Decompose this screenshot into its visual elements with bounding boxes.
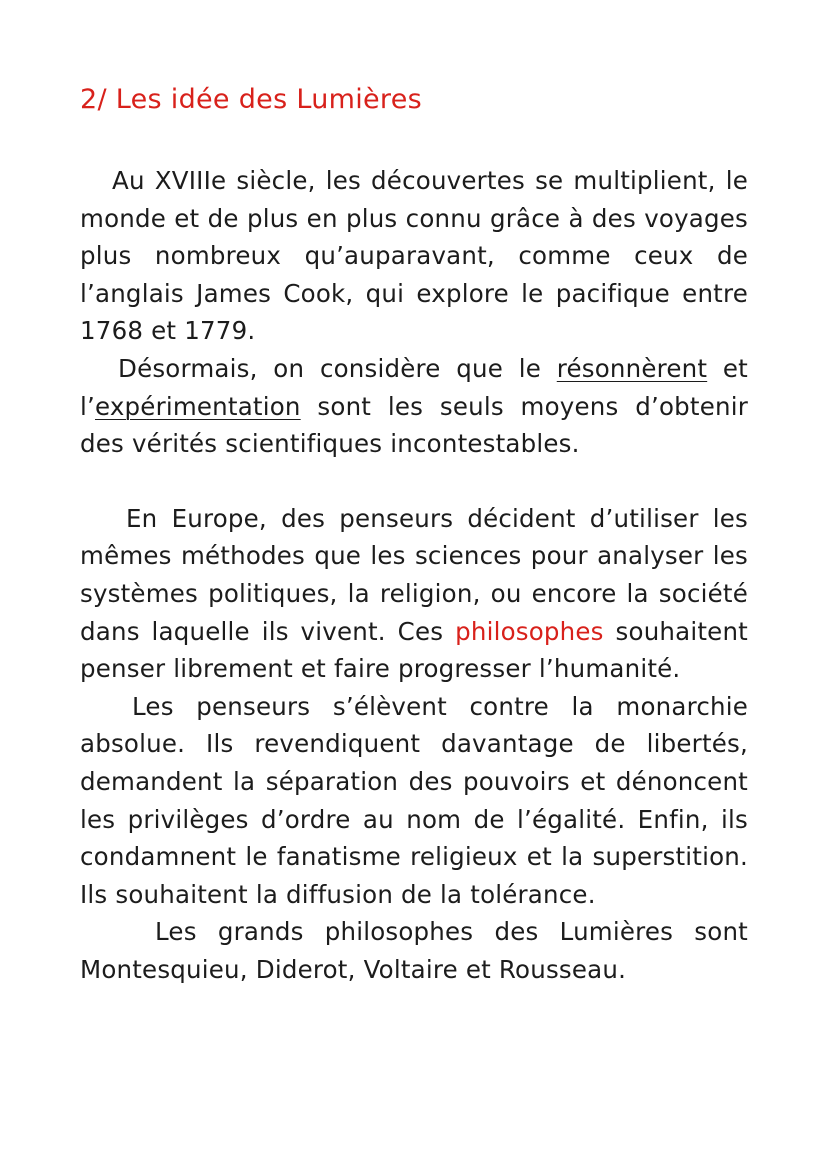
highlight-philosophes: philosophes (455, 616, 604, 646)
paragraph-philosophers-text-1: En Europe, des penseurs décident d’utiliser les mêmes méthodes que les sciences pour analyser les systèmes politiques, la religion, ou encore la société dans laquelle ils vivent. Ces (80, 503, 748, 646)
paragraph-scientific-method-text-2: et l’ (80, 353, 748, 421)
paragraph-great-philosophers: Les grands philosophes des Lumières sont Montesquieu, Diderot, Voltaire et Rousseau. (80, 917, 748, 984)
term-experimentation: expérimentation (95, 391, 301, 421)
paragraph-critiques: Les penseurs s’élèvent contre la monarchie absolue. Ils revendiquent davantage de libertés, demandent la séparation des pouvoirs et dénoncent les privilèges d’ordre au nom de l’égalité. Enfin, ils condamnent le fanatisme religieux et la superstition. Ils souhaitent la diffusion de la tolérance. (80, 691, 748, 909)
term-reasoning: résonnèrent (556, 353, 708, 383)
paragraph-discoveries: Au XVIIIe siècle, les découvertes se multiplient, le monde et de plus en plus connu grâce à des voyages plus nombreux qu’auparavant, comme ceux de l’anglais James Cook, qui explore le pacifique entre 1768 et 1779. (80, 166, 748, 346)
paragraph-scientific-method-text-3: sont les seuls moyens d’obtenir des vérités scientifiques incontestables. (80, 391, 748, 459)
paragraph-scientific-method (80, 350, 748, 463)
paragraph-philosophers (80, 500, 748, 688)
paragraph-spacer (80, 463, 748, 500)
section-title: 2/ Les idée des Lumières (80, 84, 423, 115)
paragraph-philosophers-text-2: souhaitent penser librement et faire progresser l’humanité. (80, 616, 748, 684)
paragraph-scientific-method-text-1: Désormais, on considère que le (118, 353, 557, 383)
document-page (80, 80, 748, 988)
